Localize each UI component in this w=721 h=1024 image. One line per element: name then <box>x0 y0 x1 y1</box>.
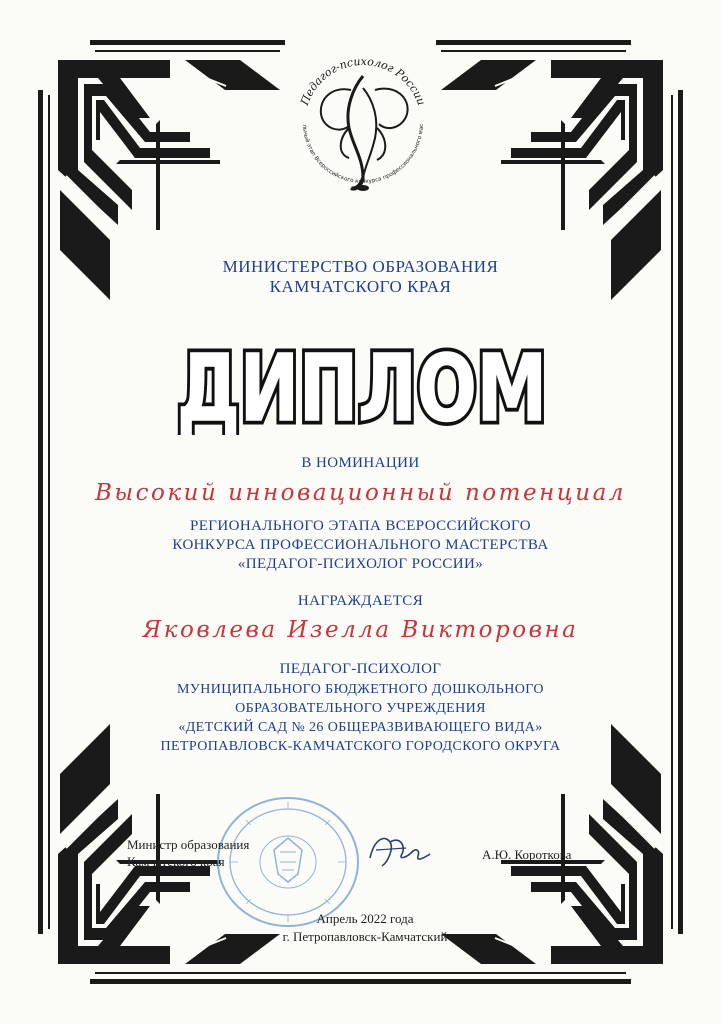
signatory-title-line-1: Министр образования <box>127 837 250 852</box>
handwritten-signature <box>360 828 440 873</box>
nomination-name: Высокий инновационный потенциал <box>95 480 626 506</box>
position-line-5: ПЕТРОПАВЛОВСК-КАМЧАТСКОГО ГОРОДСКОГО ОКРУГА <box>160 739 561 754</box>
diploma-title <box>170 335 554 435</box>
ministry-line-1: МИНИСТЕРСТВО ОБРАЗОВАНИЯ <box>222 257 499 276</box>
contest-emblem-logo <box>283 28 443 213</box>
signatory-name: А.Ю. Короткова <box>482 847 572 862</box>
position-line-4: «ДЕТСКИЙ САД № 26 ОБЩЕРАЗВИВАЮЩЕГО ВИДА» <box>178 720 543 735</box>
position-line-3: ОБРАЗОВАТЕЛЬНОГО УЧРЕЖДЕНИЯ <box>235 701 486 716</box>
signatory-title-line-2: Камчатского края <box>127 854 225 869</box>
svg-text:Педагог-психолог России: Педагог-психолог России <box>298 54 428 108</box>
position-line-1: ПЕДАГОГ-ПСИХОЛОГ <box>279 661 442 677</box>
contest-line-2: КОНКУРСА ПРОФЕССИОНАЛЬНОГО МАСТЕРСТВА <box>172 537 549 553</box>
svg-text:Региональный этап Всероссийско: льный этап Всероссийского конкурса профессионального мас <box>300 123 426 186</box>
svg-text:ДИПЛОМ: ДИПЛОМ <box>177 335 547 435</box>
contest-line-3: «ПЕДАГОГ-ПСИХОЛОГ РОССИИ» <box>237 556 484 572</box>
nomination-label: В НОМИНАЦИИ <box>301 455 420 471</box>
awardee-name: Яковлева Изелла Викторовна <box>142 617 579 643</box>
issue-place: г. Петропавловск-Камчатский <box>282 929 448 944</box>
issue-date: Апрель 2022 года <box>316 911 414 926</box>
svg-text:ДИПЛОМ: ДИПЛОМ <box>177 335 547 435</box>
position-line-2: МУНИЦИПАЛЬНОГО БЮДЖЕТНОГО ДОШКОЛЬНОГО <box>177 682 544 697</box>
contest-line-1: РЕГИОНАЛЬНОГО ЭТАПА ВСЕРОССИЙСКОГО <box>190 518 531 534</box>
ministry-line-2: КАМЧАТСКОГО КРАЯ <box>269 277 452 296</box>
awarded-label: НАГРАЖДАЕТСЯ <box>297 593 424 609</box>
